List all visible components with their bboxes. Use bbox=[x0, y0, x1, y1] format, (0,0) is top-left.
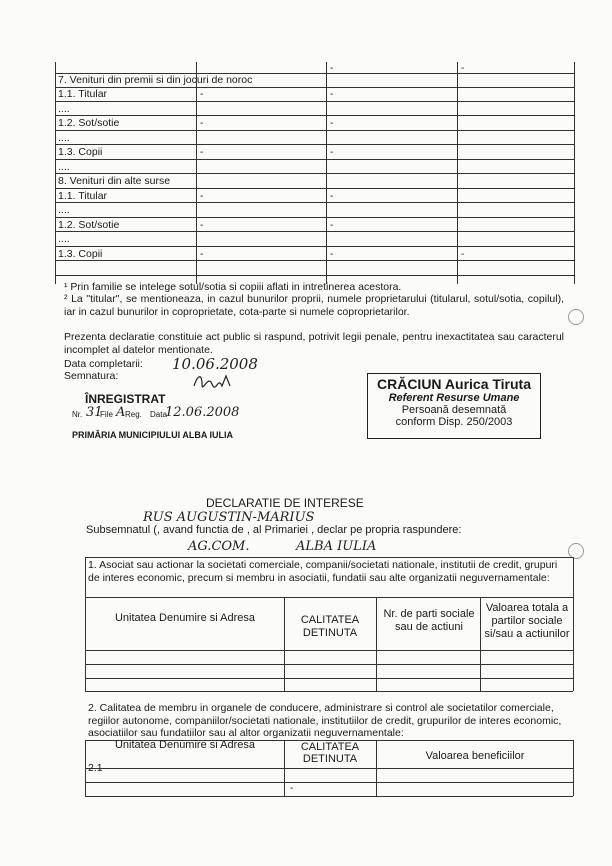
footnote-2: ² La "titular", se mentioneaza, in cazul bunurilor proprii, numele proprietarului (titularul, sotul/sotia, copilul), iar in cazul bunurilor in coproprietate, cota-parte si numele coproprietarilor. bbox=[64, 293, 564, 318]
ellipsis: .... bbox=[58, 233, 70, 245]
column-header-unit: Unitatea Denumire si Adresa bbox=[114, 739, 255, 751]
row-label-2-1: 2.1 bbox=[88, 762, 103, 774]
row-label-titular: 1.1. Titular bbox=[58, 190, 108, 202]
cell-dash: - bbox=[461, 63, 465, 74]
ellipsis: .... bbox=[58, 161, 70, 173]
column-header-shares: Nr. de parti sociale sau de actiuni bbox=[383, 608, 475, 633]
column-header-quality: CALITATEA DETINUTA bbox=[300, 741, 360, 765]
handwritten-function: AG.COM. bbox=[188, 539, 250, 554]
section-7-header: 7. Venituri din premii si din jocuri de noroc bbox=[58, 74, 253, 86]
table-row-line bbox=[55, 173, 574, 174]
column-header-unit: Unitatea Denumire si Adresa bbox=[114, 612, 255, 624]
table-row-line bbox=[55, 101, 574, 102]
cell-dash: - bbox=[330, 89, 334, 100]
table-row-line bbox=[85, 782, 573, 783]
registry-title: ÎNREGISTRAT bbox=[85, 392, 166, 406]
official-stamp bbox=[367, 373, 541, 439]
table-row-line bbox=[85, 650, 573, 651]
cell-dash: - bbox=[330, 249, 334, 260]
table-border bbox=[85, 557, 573, 558]
row-label-children: 1.3. Copii bbox=[58, 146, 103, 158]
table-row-line bbox=[55, 202, 574, 203]
cell-dash: - bbox=[200, 191, 204, 202]
table-row-line bbox=[85, 796, 573, 797]
footnote-1: ¹ Prin familie se intelege sotul/sotia si copiii aflati in intretinerea acestora. bbox=[64, 281, 402, 293]
ellipsis: .... bbox=[58, 103, 70, 115]
registry-date-value: 12.06.2008 bbox=[165, 405, 240, 420]
handwritten-date: 10.06.2008 bbox=[172, 355, 258, 373]
table-column-divider bbox=[376, 597, 377, 691]
table-row-line bbox=[55, 260, 574, 261]
registry-date-label: Data bbox=[150, 410, 167, 419]
section-8-header: 8. Venituri din alte surse bbox=[58, 175, 171, 187]
signature-label: Semnatura: bbox=[64, 370, 119, 382]
handwritten-city: ALBA IULIA bbox=[296, 539, 377, 554]
column-header-value: Valoarea totala a partilor sociale si/sau a actiunilor bbox=[484, 602, 570, 640]
table-row-line bbox=[85, 691, 573, 692]
cell-dash: - bbox=[200, 89, 204, 100]
stamp-name: CRĂCIUN Aurica Tiruta bbox=[376, 376, 532, 392]
registry-file-label: File bbox=[100, 410, 113, 419]
table-row-line bbox=[55, 115, 574, 116]
date-label: Data completarii: bbox=[64, 358, 143, 370]
row-label-children: 1.3. Copii bbox=[58, 248, 103, 260]
ellipsis: .... bbox=[58, 132, 70, 144]
table-border bbox=[573, 740, 574, 796]
row-label-spouse: 1.2. Sot/sotie bbox=[58, 117, 120, 129]
cell-dash: - bbox=[330, 220, 334, 231]
handwritten-name: RUS AUGUSTIN-MARIUS bbox=[143, 510, 315, 525]
table-row-line bbox=[55, 231, 574, 232]
row-label-spouse: 1.2. Sot/sotie bbox=[58, 219, 120, 231]
table-row-line bbox=[55, 217, 574, 218]
table-row-line bbox=[55, 275, 574, 276]
cell-dash: - bbox=[330, 191, 334, 202]
registry-file-value: A bbox=[116, 405, 126, 420]
registry-institution: PRIMĂRIA MUNICIPIULUI ALBA IULIA bbox=[72, 430, 233, 440]
table-1-header: 1. Asociat sau actionar la societati comerciale, companii/societati nationale, institutii de credit, grupuri de interes economic, precum si membru in asociatii, fundatii sau alte organizatii neguvernamentale: bbox=[88, 559, 558, 584]
table-row-line bbox=[85, 597, 573, 598]
punch-hole-icon bbox=[568, 309, 584, 325]
registry-nr-value: 31 bbox=[86, 405, 103, 420]
cell-dash: - bbox=[200, 249, 204, 260]
cell-dash: - bbox=[330, 147, 334, 158]
table-row-line bbox=[55, 87, 574, 88]
stamp-disposition: conform Disp. 250/2003 bbox=[395, 416, 513, 428]
table-2-header: 2. Calitatea de membru in organele de conducere, administrare si control ale societatilor comerciale, regiilor autonome, companiilor/societati nationale, institutiilor de credit, grupurilor de interes economic, asociatiilor sau fundatiilor sau al altor organizatii neguvernamentale: bbox=[88, 702, 562, 739]
table-row-line bbox=[55, 188, 574, 189]
table-row-line bbox=[85, 664, 573, 665]
column-header-benefits: Valoarea beneficiilor bbox=[425, 750, 525, 762]
table-row-line bbox=[85, 768, 573, 769]
table-row-line bbox=[55, 144, 574, 145]
table-column-divider bbox=[284, 597, 285, 691]
registry-nr-label: Nr. bbox=[72, 410, 83, 419]
table-border bbox=[573, 557, 574, 691]
legal-statement: Prezenta declaratie constituie act public si raspund, potrivit legii penale, pentru inexactitatea sau caracterul incomplet al datelor mentionate. bbox=[64, 331, 564, 356]
registry-reg-label: Reg. bbox=[125, 410, 142, 419]
table-border bbox=[85, 557, 86, 691]
cell-dash: - bbox=[330, 118, 334, 129]
table-row-line bbox=[55, 246, 574, 247]
table-row-line bbox=[55, 130, 574, 131]
ellipsis: .... bbox=[58, 204, 70, 216]
table-row-line bbox=[85, 678, 573, 679]
cell-dash: - bbox=[461, 249, 465, 260]
cell-dash: - bbox=[200, 220, 204, 231]
column-header-quality: CALITATEA DETINUTA bbox=[300, 614, 360, 639]
table-column-divider bbox=[480, 597, 481, 691]
cell-dash: - bbox=[330, 63, 334, 74]
stamp-role: Referent Resurse Umane bbox=[388, 392, 520, 404]
stamp-designation: Persoană desemnată bbox=[401, 404, 507, 416]
cell-dash: - bbox=[200, 147, 204, 158]
signature-scribble bbox=[190, 370, 238, 392]
table-row-line bbox=[55, 159, 574, 160]
declaration-title: DECLARATIE DE INTERESE bbox=[206, 496, 364, 510]
table-border bbox=[574, 62, 575, 284]
declaration-statement: Subsemnatul (, avand functia de , al Primariei , declar pe propria raspundere: bbox=[86, 524, 462, 536]
cell-dash: - bbox=[290, 783, 294, 794]
cell-dash: - bbox=[200, 118, 204, 129]
row-label-titular: 1.1. Titular bbox=[58, 88, 108, 100]
